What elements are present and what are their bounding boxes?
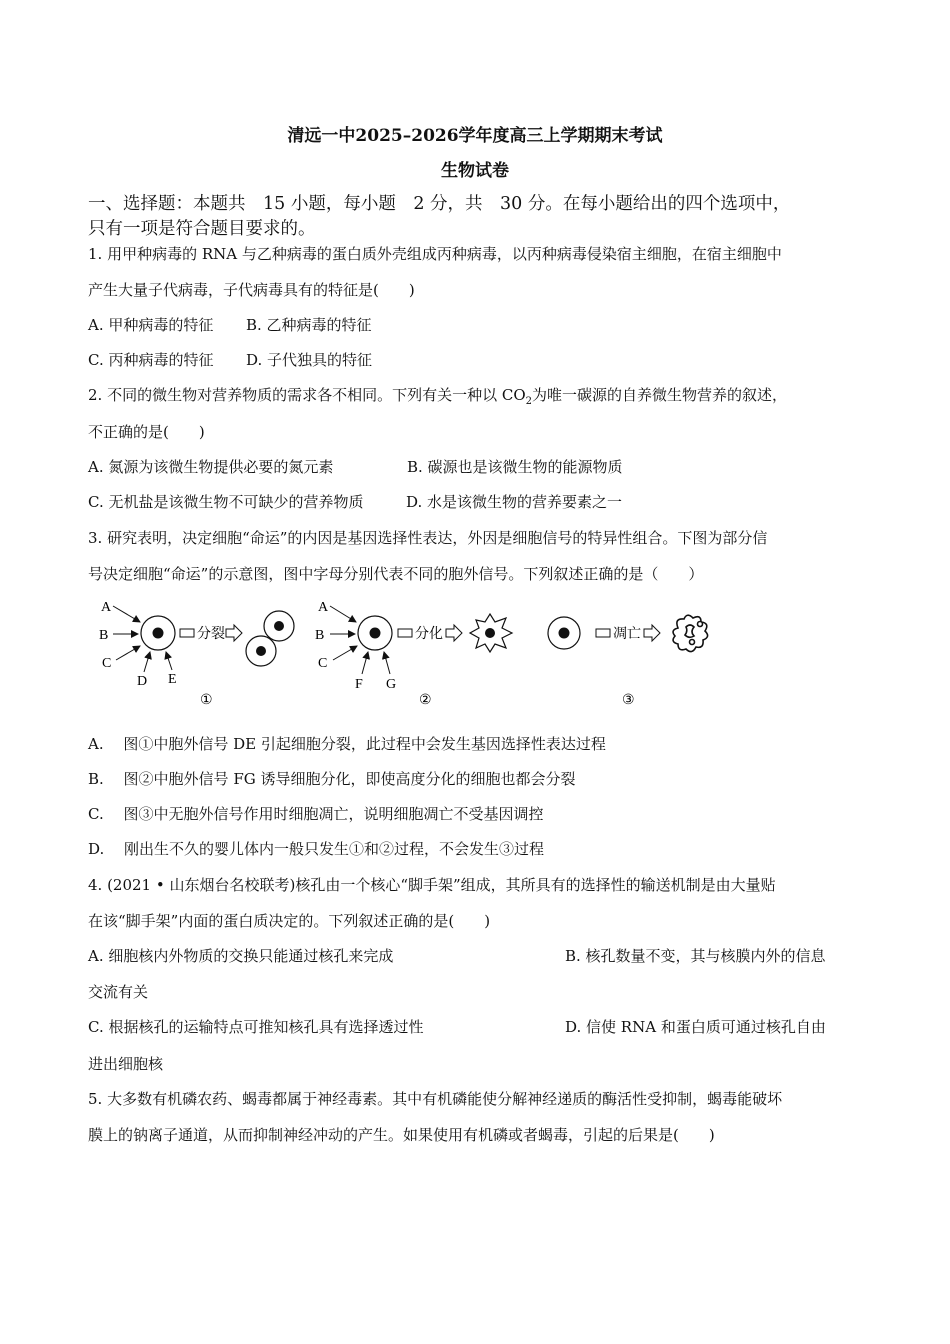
q2-stem-line2: 不正确的是( ) <box>88 423 205 441</box>
apoptotic-cell-icon <box>673 615 707 651</box>
exam-subtitle: 生物试卷 <box>441 161 509 181</box>
q2-option-d: D. 水是该微生物的营养要素之一 <box>406 493 623 511</box>
q2-option-b: B. 碳源也是该微生物的能源物质 <box>407 458 623 476</box>
signal-a-label: A <box>101 600 112 615</box>
q1-option-d: D. 子代独具的特征 <box>246 351 373 369</box>
process-apoptosis-label: 凋亡 <box>613 627 641 642</box>
q4-option-b-continued: 交流有关 <box>88 983 149 1001</box>
q3-option-d: D. 刚出生不久的婴儿体内一般只发生①和②过程，不会发生③过程 <box>88 840 545 858</box>
panel-3-label: ③ <box>622 693 635 708</box>
q1-option-a: A. 甲种病毒的特征 <box>88 316 214 334</box>
q1-stem-line2: 产生大量子代病毒，子代病毒具有的特征是( ) <box>88 281 415 299</box>
q1-stem-line1: 1. 用甲种病毒的 RNA 与乙种病毒的蛋白质外壳组成丙种病毒，以丙种病毒侵染宿主细胞，在宿主细胞中 <box>88 245 782 263</box>
panel-1-label: ① <box>200 693 213 708</box>
q4-option-c: C. 根据核孔的运输特点可推知核孔具有选择透过性 <box>88 1018 424 1036</box>
signal-a-label: A <box>318 600 329 615</box>
section-heading-line2: 只有一项是符合题目要求的。 <box>88 219 316 239</box>
q1-option-c: C. 丙种病毒的特征 <box>88 351 214 369</box>
signal-b-label: B <box>99 628 109 643</box>
signal-d-label: D <box>137 674 148 689</box>
q2-subscript: 2 <box>525 396 532 407</box>
process-differentiation-label: 分化 <box>415 627 443 642</box>
signal-f-label: F <box>355 677 363 692</box>
q3-option-b: B. 图②中胞外信号 FG 诱导细胞分化，即使高度分化的细胞也都会分裂 <box>88 770 576 788</box>
process-division-label: 分裂 <box>197 627 225 642</box>
q5-stem-line1: 5. 大多数有机磷农药、蝎毒都属于神经毒素。其中有机磷能使分解神经递质的酶活性受抑制，蝎毒能破坏 <box>88 1090 783 1108</box>
q2-stem-line1 <box>88 384 787 407</box>
panel-differentiation <box>315 600 512 708</box>
q2-stem-part1: 2. 不同的微生物对营养物质的需求各不相同。下列有关一种以 CO <box>88 386 526 404</box>
q3-stem-line2: 号决定细胞“命运”的示意图，图中字母分别代表不同的胞外信号。下列叙述正确的是（ ） <box>88 565 704 583</box>
signal-g-label: G <box>386 677 397 692</box>
q2-option-a: A. 氮源为该微生物提供必要的氮元素 <box>88 458 334 476</box>
q1-option-b: B. 乙种病毒的特征 <box>246 316 372 334</box>
panel-apoptosis <box>548 615 708 708</box>
panel-division <box>99 600 294 708</box>
signal-c-label: C <box>102 656 112 671</box>
q3-option-a: A. 图①中胞外信号 DE 引起细胞分裂，此过程中会发生基因选择性表达过程 <box>88 735 606 753</box>
q4-option-d-continued: 进出细胞核 <box>88 1055 164 1073</box>
signal-b-label: B <box>315 628 325 643</box>
cell-fate-diagram <box>96 594 746 714</box>
q2-option-c: C. 无机盐是该微生物不可缺少的营养物质 <box>88 493 364 511</box>
exam-title: 清远一中2025–2026学年度高三上学期期末考试 <box>287 126 663 146</box>
q3-option-c: C. 图③中无胞外信号作用时细胞凋亡，说明细胞凋亡不受基因调控 <box>88 805 544 823</box>
q4-option-a: A. 细胞核内外物质的交换只能通过核孔来完成 <box>88 947 394 965</box>
q5-stem-line2: 膜上的钠离子通道，从而抑制神经冲动的产生。如果使用有机磷或者蝎毒，引起的后果是( ) <box>88 1126 715 1144</box>
signal-e-label: E <box>168 672 177 687</box>
q4-stem-line1: 4. (2021 • 山东烟台名校联考)核孔由一个核心“脚手架”组成，其所具有的选择性的输送机制是由大量贴 <box>88 876 776 894</box>
q3-stem-line1: 3. 研究表明，决定细胞“命运”的内因是基因选择性表达，外因是细胞信号的特异性组合。下图为部分信 <box>88 529 768 547</box>
panel-2-label: ② <box>419 693 432 708</box>
signal-c-label: C <box>318 656 328 671</box>
q4-stem-line2: 在该“脚手架”内面的蛋白质决定的。下列叙述正确的是( ) <box>88 912 491 930</box>
section-heading-line1: 一、选择题：本题共 15 小题，每小题 2 分，共 30 分。在每小题给出的四个选项中， <box>88 194 791 214</box>
q4-option-b: B. 核孔数量不变，其与核膜内外的信息 <box>565 947 826 965</box>
q4-option-d: D. 信使 RNA 和蛋白质可通过核孔自由 <box>565 1018 826 1036</box>
q2-stem-part2: 为唯一碳源的自养微生物营养的叙述， <box>532 386 788 404</box>
